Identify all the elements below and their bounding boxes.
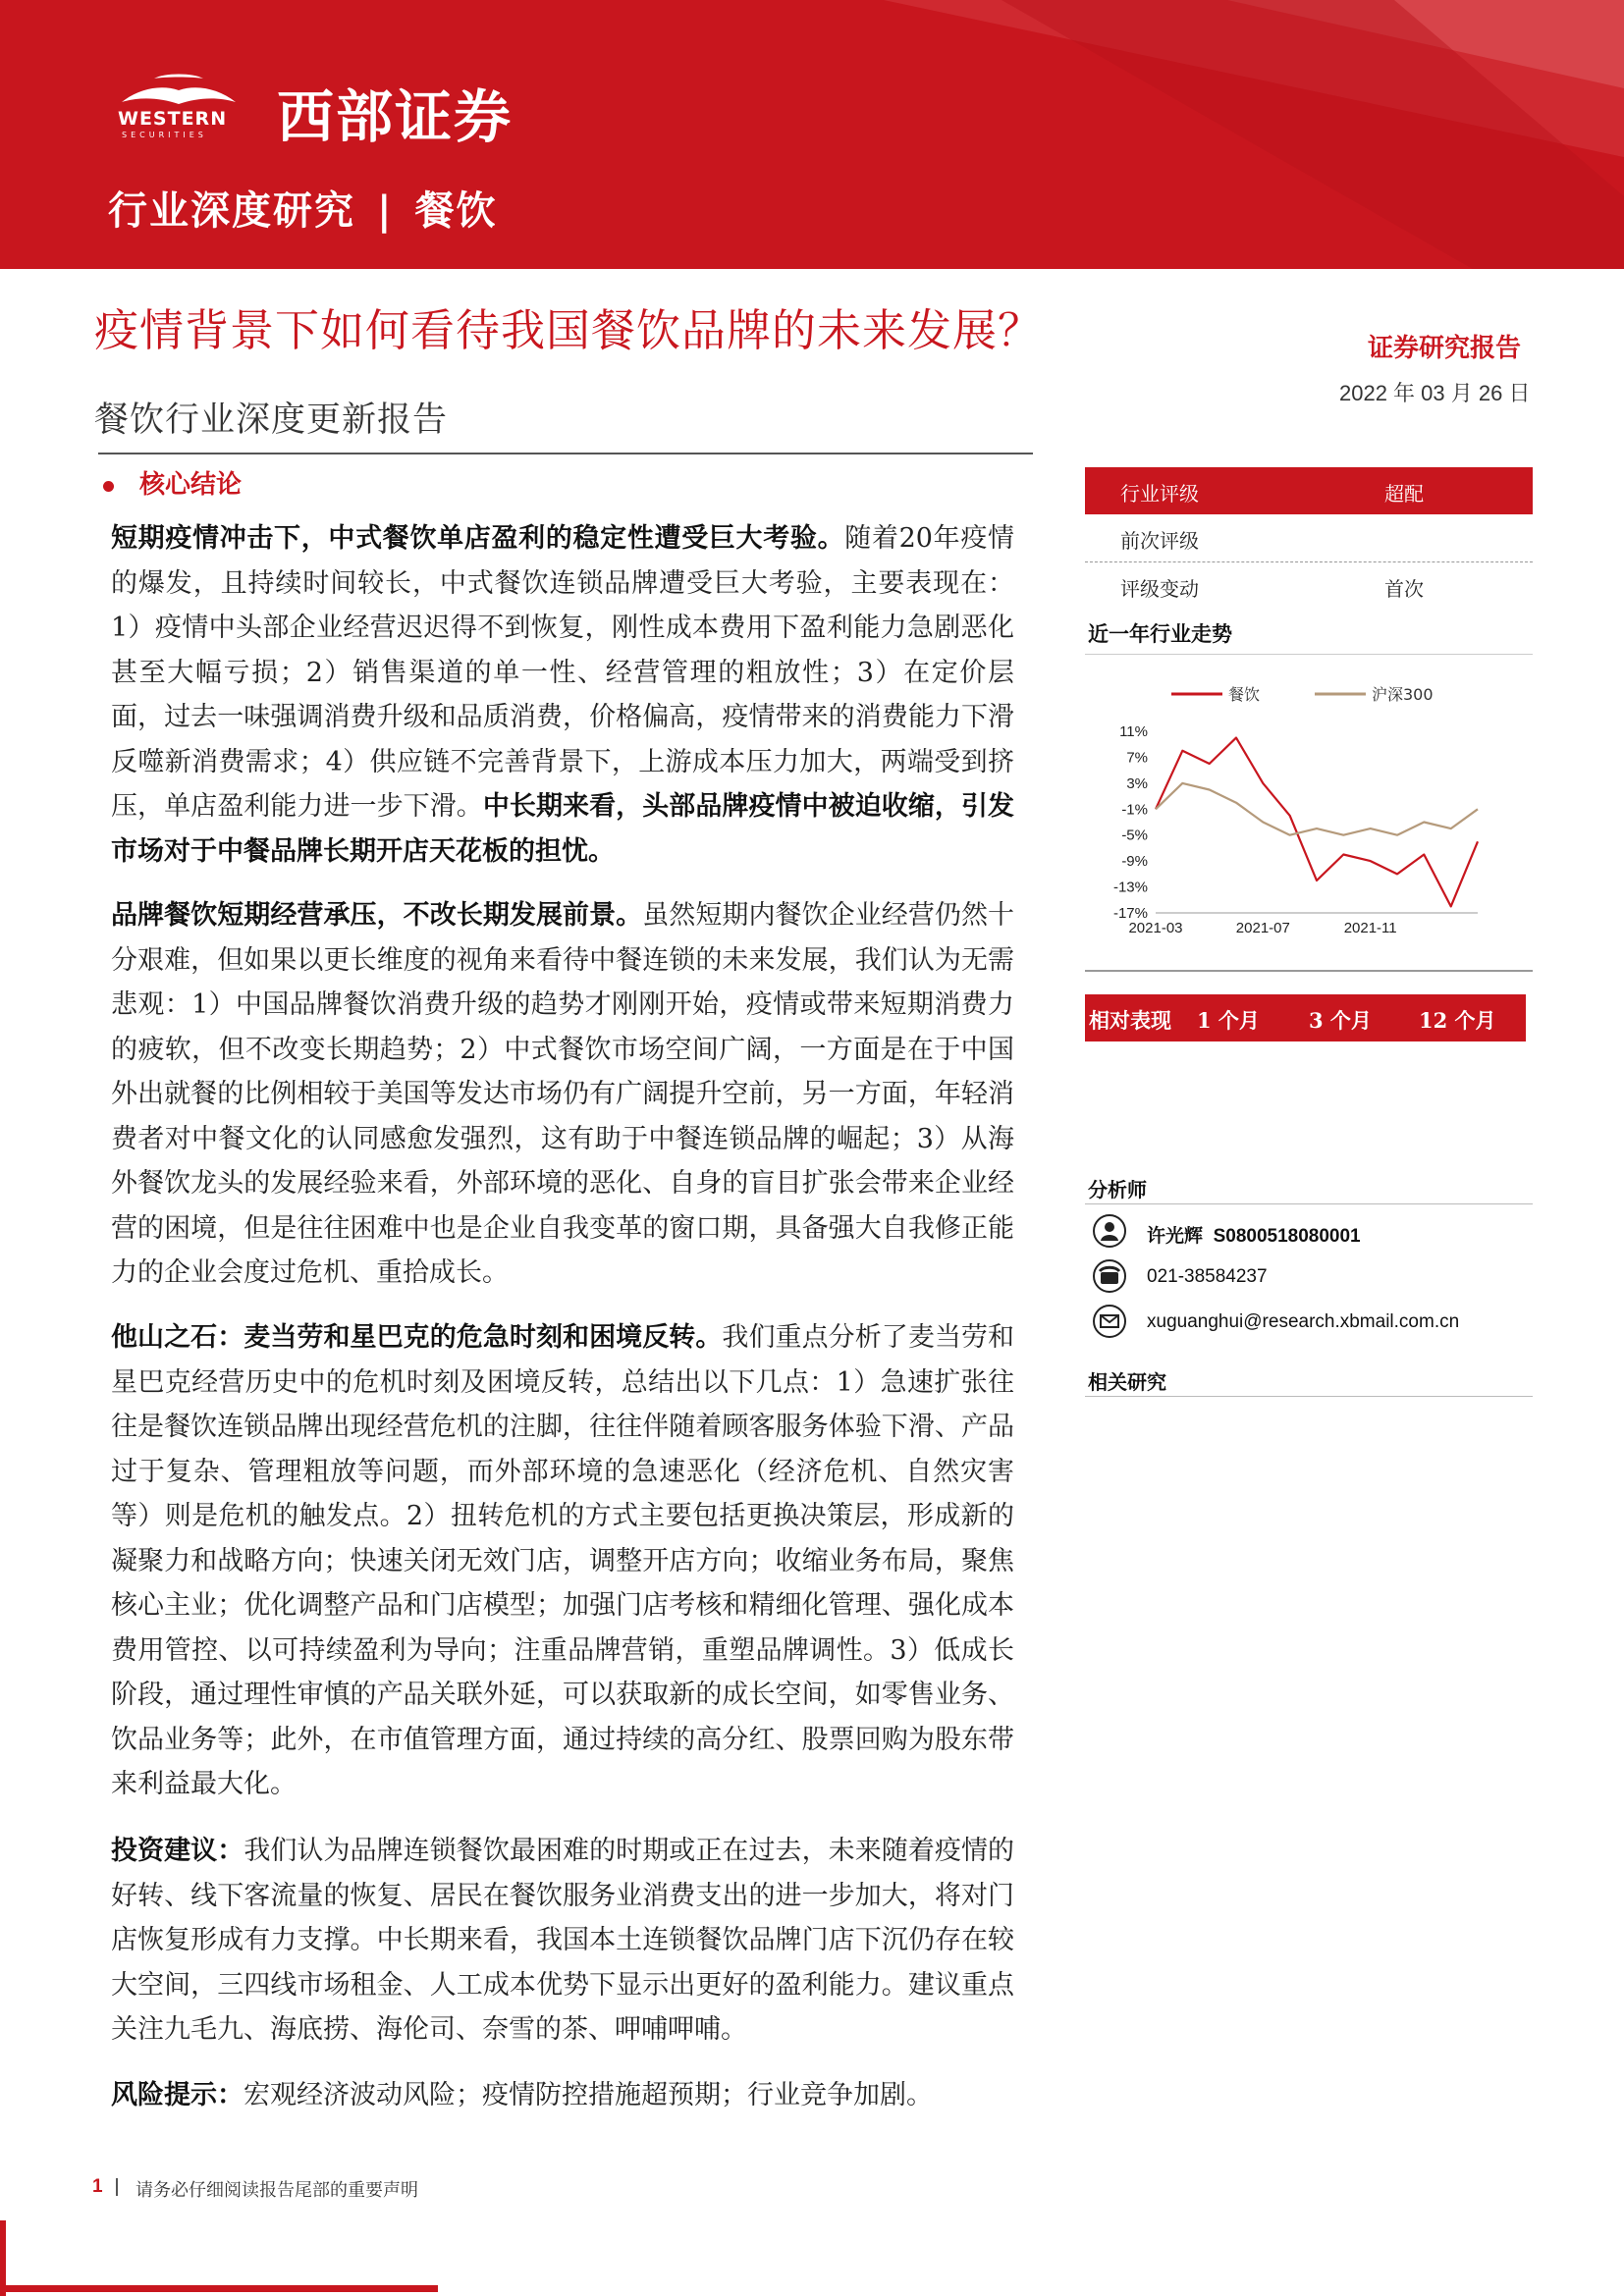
rating-row-previous bbox=[1085, 514, 1533, 562]
paragraph-2 bbox=[111, 893, 1014, 1296]
bullet-dot-icon bbox=[103, 481, 114, 492]
paragraph-4 bbox=[111, 1829, 1014, 2053]
logo-text-en: WESTERN bbox=[118, 108, 228, 130]
logo-text-en-sub: SECURITIES bbox=[122, 131, 207, 139]
rating-key: 评级变动 bbox=[1120, 577, 1199, 601]
relative-1m: 1 个月 bbox=[1197, 1008, 1260, 1033]
chart-bottom-divider bbox=[1085, 970, 1533, 972]
y-tick-label: 11% bbox=[1119, 723, 1148, 740]
series-line-hs300 bbox=[1156, 783, 1478, 835]
page-number: 1 bbox=[92, 2176, 103, 2197]
relative-3m: 3 个月 bbox=[1309, 1008, 1372, 1033]
rating-key: 前次评级 bbox=[1120, 529, 1199, 553]
x-tick-label: 2021-11 bbox=[1343, 920, 1397, 936]
series-line-catering bbox=[1156, 738, 1478, 907]
legend-label: 餐饮 bbox=[1228, 685, 1261, 704]
relative-12m: 12 个月 bbox=[1419, 1008, 1496, 1033]
analyst-license: S0800518080001 bbox=[1213, 1226, 1361, 1247]
core-label: 核心结论 bbox=[139, 470, 243, 500]
paragraph-1-lead: 短期疫情冲击下，中式餐饮单店盈利的稳定性遭受巨大考验。 bbox=[111, 523, 845, 554]
sector-label: 餐饮 bbox=[414, 187, 498, 234]
trend-chart-title: 近一年行业走势 bbox=[1088, 621, 1232, 646]
analyst-name: 许光辉 bbox=[1147, 1226, 1204, 1247]
rating-key: 行业评级 bbox=[1120, 482, 1199, 506]
report-title: 疫情背景下如何看待我国餐饮品牌的未来发展？ bbox=[94, 304, 1044, 356]
paragraph-3 bbox=[111, 1315, 1014, 1807]
rating-table bbox=[1085, 467, 1533, 610]
analyst-phone: 021-38584237 bbox=[1147, 1266, 1268, 1287]
y-tick-label: -1% bbox=[1121, 801, 1148, 819]
analyst-email[interactable]: xuguanghui@research.xbmail.com.cn bbox=[1147, 1311, 1460, 1332]
core-conclusion-heading bbox=[103, 464, 242, 501]
report-subtitle: 餐饮行业深度更新报告 bbox=[94, 400, 449, 440]
paragraph-2-lead: 品牌餐饮短期经营承压，不改长期发展前景。 bbox=[111, 900, 643, 931]
legend-label: 沪深300 bbox=[1372, 685, 1434, 704]
paragraph-1-conclusion: 中长期来看，头部品牌疫情中被迫收缩，引发市场对于中餐品牌长期开店天花板的担忧。 bbox=[111, 791, 1015, 867]
user-icon bbox=[1092, 1213, 1127, 1249]
rating-row-current bbox=[1085, 467, 1533, 514]
y-tick-label: 3% bbox=[1126, 774, 1148, 792]
y-tick-label: -17% bbox=[1112, 905, 1148, 922]
relative-label: 相对表现 bbox=[1089, 1008, 1171, 1033]
paragraph-5-text: 宏观经济波动风险；疫情防控措施超预期；行业竞争加剧。 bbox=[244, 2080, 933, 2110]
paragraph-2-text: 虽然短期内餐饮企业经营仍然十分艰难，但如果以更长维度的视角来看待中餐连锁的未来发展，我们认为无需悲观：1）中国品牌餐饮消费升级的趋势才刚刚开始，疫情或带来短期消费力的疲软，但不改变长期趋势；2）中式餐饮市场空间广阔，一方面是在于中国外出就餐的比例相较于美国等发达市场仍有广阔提升空前，另一方面，年轻消费者对中餐文化的认同感愈发强烈，这有助于中餐连锁品牌的崛起；3）从海外餐饮龙头的发展经验来看，外部环境的恶化、自身的盲目扩张会带来企业经营的困境，但是往往困难中也是企业自我变革的窗口期，具备强大自我修正能力的企业会度过危机、重拾成长。 bbox=[111, 900, 1015, 1288]
x-tick-label: 2021-03 bbox=[1128, 920, 1183, 936]
y-tick-label: -9% bbox=[1121, 853, 1148, 871]
trend-chart bbox=[1085, 667, 1533, 952]
report-category bbox=[108, 180, 498, 236]
category-label: 行业深度研究 bbox=[108, 187, 355, 234]
relative-performance-bar bbox=[1085, 994, 1526, 1041]
rating-value: 超配 bbox=[1384, 482, 1424, 506]
analyst-divider bbox=[1085, 1203, 1533, 1204]
footer-disclaimer: 请务必仔细阅读报告尾部的重要声明 bbox=[135, 2180, 418, 2201]
category-separator: | bbox=[377, 187, 394, 234]
report-type-label: 证券研究报告 bbox=[1368, 334, 1522, 363]
phone-icon bbox=[1092, 1258, 1127, 1294]
paragraph-3-lead: 他山之石：麦当劳和星巴克的危急时刻和困境反转。 bbox=[111, 1322, 723, 1353]
related-divider bbox=[1085, 1396, 1533, 1397]
title-divider bbox=[98, 453, 1033, 454]
logo-text-cn: 西部证券 bbox=[277, 83, 514, 150]
paragraph-4-text: 我们认为品牌连锁餐饮最困难的时期或正在过去，未来随着疫情的好转、线下客流量的恢复、居民在餐饮服务业消费支出的进一步加大，将对门店恢复形成有力支撑。中长期来看，我国本土连锁餐饮品牌门店下沉仍存在较大空间，三四线市场租金、人工成本优势下显示出更好的盈利能力。建议重点关注九毛九、海底捞、海伦司、奈雪的茶、呷哺呷哺。 bbox=[111, 1836, 1015, 2045]
company-logo bbox=[110, 69, 542, 150]
analyst-name-license bbox=[1147, 1221, 1361, 1248]
header-banner bbox=[0, 0, 1624, 269]
report-date: 2022 年 03 月 26 日 bbox=[1339, 381, 1531, 405]
footer-separator bbox=[116, 2178, 118, 2196]
paragraph-1 bbox=[111, 516, 1014, 874]
analyst-heading: 分析师 bbox=[1088, 1178, 1147, 1201]
y-tick-label: 7% bbox=[1126, 749, 1148, 767]
paragraph-5 bbox=[111, 2073, 1014, 2118]
rating-value: 首次 bbox=[1384, 577, 1424, 601]
paragraph-5-lead: 风险提示： bbox=[111, 2080, 244, 2110]
rating-row-change bbox=[1085, 562, 1533, 610]
x-tick-label: 2021-07 bbox=[1235, 920, 1290, 936]
y-tick-label: -5% bbox=[1121, 827, 1148, 844]
chart-top-divider bbox=[1085, 654, 1533, 655]
email-icon bbox=[1092, 1304, 1127, 1339]
paragraph-3-text: 我们重点分析了麦当劳和星巴克经营历史中的危机时刻及困境反转，总结出以下几点：1）急速扩张往往是餐饮连锁品牌出现经营危机的注脚，往往伴随着顾客服务体验下滑、产品过于复杂、管理粗放等问题，而外部环境的急速恶化（经济危机、自然灾害等）则是危机的触发点。2）扭转危机的方式主要包括更换决策层，形成新的凝聚力和战略方向；快速关闭无效门店，调整开店方向；收缩业务布局，聚焦核心主业；优化调整产品和门店模型；加强门店考核和精细化管理、强化成本费用管控、以可持续盈利为导向；注重品牌营销，重塑品牌调性。3）低成长阶段，通过理性审慎的产品关联外延，可以获取新的成长空间，如零售业务、饮品业务等；此外，在市值管理方面，通过持续的高分红、股票回购为股东带来利益最大化。 bbox=[111, 1322, 1015, 1799]
related-research-heading: 相关研究 bbox=[1088, 1370, 1166, 1394]
paragraph-1-text: 随着20年疫情的爆发，且持续时间较长，中式餐饮连锁品牌遭受巨大考验，主要表现在：1）疫情中头部企业经营迟迟得不到恢复，刚性成本费用下盈利能力急剧恶化甚至大幅亏损；2）销售渠道的单一性、经营管理的粗放性；3）在定价层面，过去一味强调消费升级和品质消费，价格偏高，疫情带来的消费能力下滑反噬新消费需求；4）供应链不完善背景下，上游成本压力加大，两端受到挤压，单店盈利能力进一步下滑。 bbox=[111, 523, 1015, 822]
corner-accent-horizontal bbox=[0, 2285, 438, 2292]
paragraph-4-lead: 投资建议： bbox=[111, 1836, 244, 1866]
y-tick-label: -13% bbox=[1112, 879, 1148, 896]
